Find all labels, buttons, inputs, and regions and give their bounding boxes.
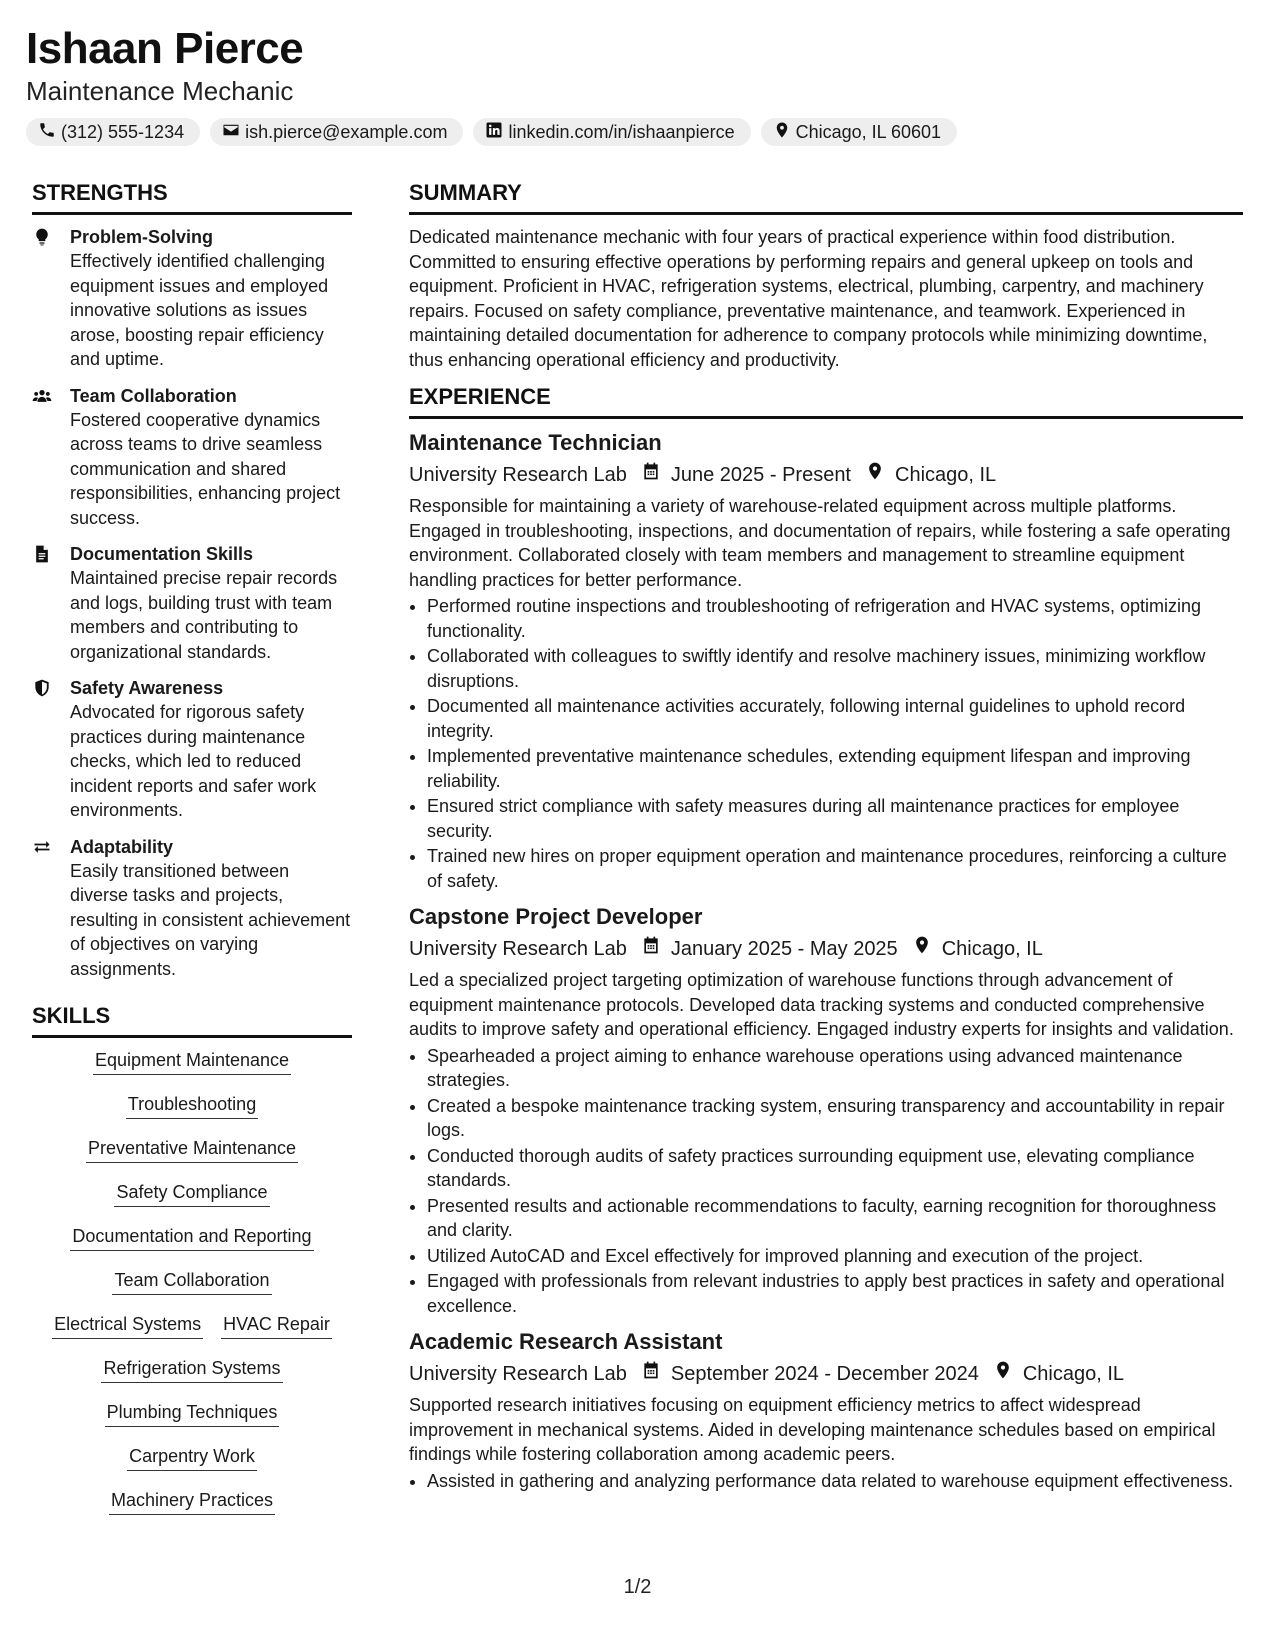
exchange-icon	[32, 835, 70, 982]
job-bullet: • Collaborated with colleagues to swiftly identify and resolve machinery issues, minimizing workflow disruptions.	[427, 644, 1243, 693]
job-meta	[409, 460, 1243, 490]
location-icon	[898, 934, 942, 964]
experience-entry	[409, 903, 1243, 1318]
users-icon	[32, 384, 70, 531]
job-org: University Research Lab	[409, 1363, 627, 1385]
skill-tag: Preventative Maintenance	[86, 1136, 298, 1163]
job-bullet: • Presented results and actionable recommendations to faculty, earning recognition for thoroughness and clarity.	[427, 1194, 1243, 1243]
location-icon	[773, 121, 791, 144]
job-meta	[409, 934, 1243, 964]
job-bullets	[409, 594, 1243, 893]
skill-tag: Documentation and Reporting	[70, 1224, 313, 1251]
job-org: University Research Lab	[409, 938, 627, 960]
strength-item	[32, 835, 352, 982]
skill-tag: HVAC Repair	[221, 1312, 332, 1339]
job-org: University Research Lab	[409, 464, 627, 486]
job-bullet: • Engaged with professionals from relevant industries to apply best practices in safety and operational excellence.	[427, 1269, 1243, 1318]
strength-title: Safety Awareness	[70, 678, 224, 698]
contact-email-text: ish.pierce@example.com	[245, 121, 448, 142]
job-location: Chicago, IL	[941, 938, 1043, 960]
contact-linkedin-text: linkedin.com/in/ishaanpierce	[508, 121, 735, 142]
location-icon	[979, 1359, 1023, 1389]
job-bullet: • Utilized AutoCAD and Excel effectively for improved planning and execution of the project.	[427, 1244, 1243, 1269]
phone-icon	[38, 121, 56, 144]
calendar-icon	[627, 1359, 671, 1389]
job-title: Capstone Project Developer	[409, 904, 703, 929]
left-column	[32, 180, 352, 1532]
strength-desc: Easily transitioned between diverse tasks and projects, resulting in consistent achievement of objectives on varying assignments.	[70, 860, 351, 979]
shield-icon	[32, 676, 70, 823]
job-title: Academic Research Assistant	[409, 1329, 723, 1354]
job-bullet: • Created a bespoke maintenance tracking system, ensuring transparency and accountability in repair logs.	[427, 1094, 1243, 1143]
skill-tag: Team Collaboration	[112, 1268, 271, 1295]
strength-desc: Effectively identified challenging equipment issues and employed innovative solutions as issues arose, boosting repair efficiency and uptime.	[70, 251, 329, 369]
skill-tag: Plumbing Techniques	[105, 1400, 280, 1427]
skill-tag: Safety Compliance	[114, 1180, 269, 1207]
contact-bar	[26, 118, 1249, 146]
job-bullet: • Assisted in gathering and analyzing performance data related to warehouse equipment effectiveness.	[427, 1469, 1243, 1494]
job-dates: January 2025 - May 2025	[670, 938, 898, 960]
job-location: Chicago, IL	[895, 464, 997, 486]
job-location: Chicago, IL	[1022, 1363, 1125, 1385]
email-icon	[222, 121, 240, 144]
job-dates: September 2024 - December 2024	[670, 1363, 979, 1385]
strength-item	[32, 384, 352, 531]
strength-title: Problem-Solving	[70, 227, 214, 247]
contact-linkedin[interactable]	[473, 118, 750, 146]
summary-text: Dedicated maintenance mechanic with four years of practical experience within food distribution. Committed to ensuring effective operations by performing repairs and general upkeep on tools and equipment. Proficient in HVAC, refrigeration systems, electrical, plumbing, carpentry, and machinery repairs. Focused on safety compliance, preventative maintenance, and teamwork. Experienced in maintaining detailed documentation for adherence to company protocols while minimizing downtime, thus enhancing operational efficiency and productivity.	[409, 227, 1208, 370]
candidate-name: Ishaan Pierce	[26, 24, 304, 73]
strength-desc: Maintained precise repair records and logs, building trust with team members and contributing to organizational standards.	[70, 568, 338, 662]
job-title: Maintenance Technician	[409, 430, 662, 455]
job-meta	[409, 1359, 1243, 1389]
job-description: Led a specialized project targeting optimization of warehouse functions through advancement of equipment maintenance protocols. Developed data tracking systems and conducted comprehensive audits to improve safety and operational efficiency. Engaged industry experts for insights and validation.	[409, 970, 1234, 1039]
skill-tag: Electrical Systems	[52, 1312, 203, 1339]
summary-heading: SUMMARY	[409, 180, 1243, 215]
skill-tag: Machinery Practices	[109, 1488, 275, 1515]
experience-heading: EXPERIENCE	[409, 384, 1243, 419]
skills-heading: SKILLS	[32, 1003, 352, 1038]
lightbulb-icon	[32, 225, 70, 372]
job-description: Responsible for maintaining a variety of warehouse-related equipment across multiple platforms. Engaged in troubleshooting, inspections, and documentation of repairs, while fostering a safe operating environment. Collaborated closely with team members and management to streamline equipment handling practices for better performance.	[409, 496, 1231, 590]
contact-location-text: Chicago, IL 60601	[795, 121, 942, 142]
page-number: 1/2	[623, 1576, 652, 1598]
calendar-icon	[627, 460, 671, 490]
job-bullet: • Conducted thorough audits of safety practices surrounding equipment use, elevating compliance standards.	[427, 1144, 1243, 1193]
document-icon	[32, 542, 70, 664]
candidate-title: Maintenance Mechanic	[26, 76, 294, 106]
job-bullet: • Implemented preventative maintenance schedules, extending equipment lifespan and improving reliability.	[427, 744, 1243, 793]
contact-email[interactable]	[210, 118, 463, 146]
resume-header	[26, 24, 1249, 146]
contact-phone[interactable]	[26, 118, 200, 146]
strength-item	[32, 676, 352, 823]
experience-entry	[409, 1328, 1243, 1493]
strength-title: Team Collaboration	[70, 385, 237, 406]
strength-desc: Fostered cooperative dynamics across teams to drive seamless communication and shared responsibilities, enhancing project success.	[70, 409, 341, 528]
calendar-icon	[627, 934, 671, 964]
strength-item	[32, 225, 352, 372]
linkedin-icon	[485, 121, 503, 144]
job-bullet: • Ensured strict compliance with safety measures during all maintenance practices for employee security.	[427, 794, 1243, 843]
skills-list	[32, 1048, 352, 1532]
strengths-heading: STRENGTHS	[32, 180, 352, 215]
skill-tag: Carpentry Work	[127, 1444, 257, 1471]
strength-title: Adaptability	[70, 836, 174, 857]
skill-tag: Troubleshooting	[126, 1092, 258, 1119]
skill-tag: Refrigeration Systems	[101, 1356, 282, 1383]
location-icon	[851, 460, 895, 490]
strength-item	[32, 542, 352, 664]
job-description: Supported research initiatives focusing on equipment efficiency metrics to affect widespread improvement in mechanical systems. Aided in developing maintenance schedules based on empirical findings while fostering collaboration among academic peers.	[409, 1395, 1216, 1464]
contact-location[interactable]	[761, 118, 957, 146]
experience-entry	[409, 429, 1243, 893]
strength-title: Documentation Skills	[70, 544, 254, 564]
job-bullet: • Documented all maintenance activities accurately, following internal guidelines to uphold record integrity.	[427, 694, 1243, 743]
contact-phone-text: (312) 555-1234	[61, 121, 185, 142]
right-column	[409, 180, 1243, 1503]
job-bullets	[409, 1044, 1243, 1319]
skill-tag: Equipment Maintenance	[93, 1048, 291, 1075]
job-dates: June 2025 - Present	[670, 464, 851, 486]
job-bullet: • Spearheaded a project aiming to enhance warehouse operations using advanced maintenance strategies.	[427, 1044, 1243, 1093]
job-bullets	[409, 1469, 1243, 1494]
strength-desc: Advocated for rigorous safety practices during maintenance checks, which led to reduced incident reports and safer work environments.	[70, 702, 317, 820]
job-bullet: • Trained new hires on proper equipment operation and maintenance procedures, reinforcing a culture of safety.	[427, 844, 1243, 893]
job-bullet: • Performed routine inspections and troubleshooting of refrigeration and HVAC systems, optimizing functionality.	[427, 594, 1243, 643]
